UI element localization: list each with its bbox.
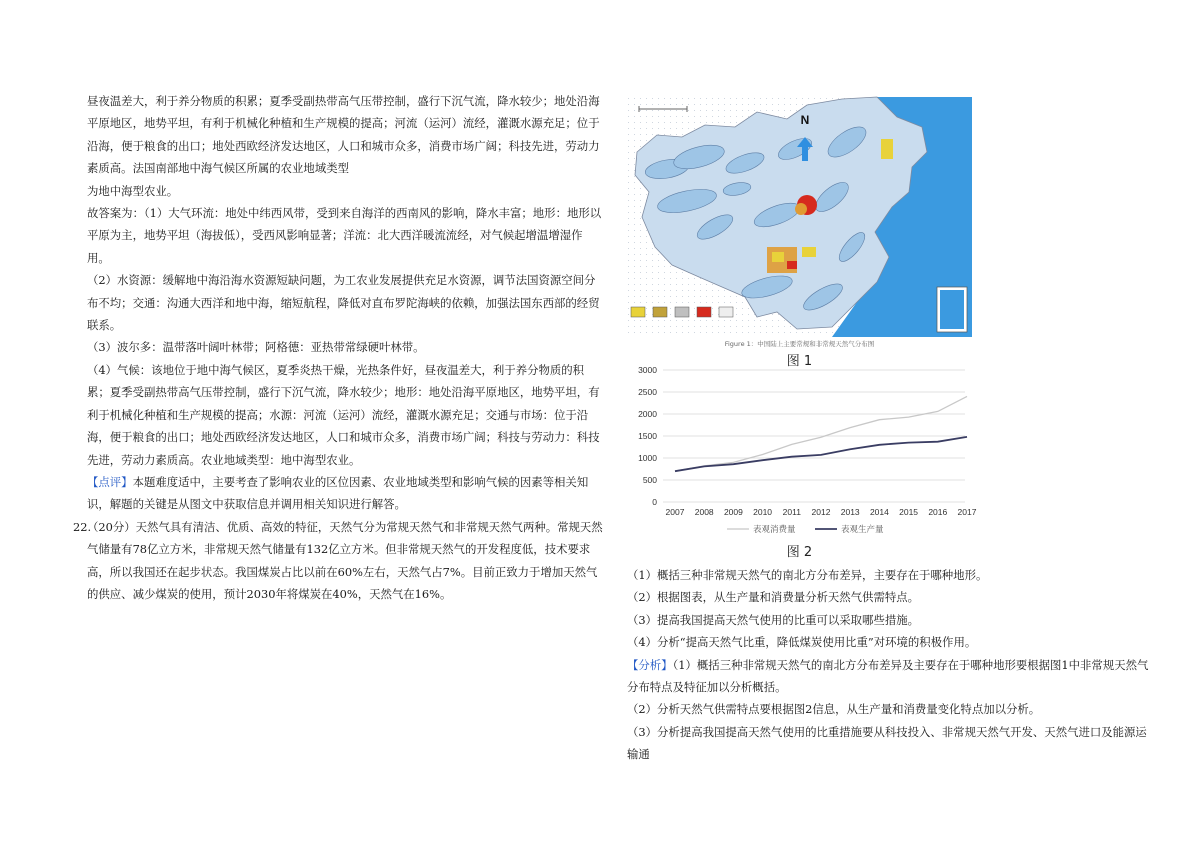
sub-question-4: （4）分析“提高天然气比重，降低煤炭使用比重”对环境的积极作用。 bbox=[627, 635, 977, 650]
legend-label: 表观消费量 bbox=[753, 525, 796, 535]
y-tick-label: 2000 bbox=[638, 409, 657, 419]
x-tick-label: 2011 bbox=[782, 507, 801, 517]
x-tick-label: 2015 bbox=[899, 507, 919, 517]
legend-label: 表观生产量 bbox=[841, 525, 884, 535]
x-tick-label: 2007 bbox=[665, 507, 685, 517]
figure-1-label: 图 1 bbox=[786, 354, 813, 369]
north-label: N bbox=[800, 113, 810, 127]
comment-paragraph bbox=[87, 471, 605, 516]
answer-summary-3: （3）波尔多：温带落叶阔叶林带；阿格德：亚热带常绿硬叶林带。 bbox=[87, 340, 425, 355]
y-tick-label: 500 bbox=[642, 475, 657, 485]
series-line-1 bbox=[675, 396, 967, 471]
y-tick-label: 2500 bbox=[638, 387, 657, 397]
figure-1-caption: Figure 1：中国陆上主要常规和非常规天然气分布图 bbox=[724, 340, 875, 348]
question-22: 22.（20分）天然气具有清洁、优质、高效的特征，天然气分为常规天然气和非常规天然气两种。常规天然气储量有78亿立方米，非常规天然气储量有132亿立方米。但非常规天然气的开发程度低，技术要求高，所以我国还在起步状态。我国煤炭占比以前在60%左右，天然气占7%。目前正致力于增加天然气的供应、减少煤炭的使用，预计2030年将煤炭在40%，天然气在16%。 bbox=[73, 519, 603, 601]
gas-line-chart bbox=[627, 362, 977, 544]
x-tick-label: 2010 bbox=[753, 507, 773, 517]
analysis-1-text: （1）概括三种非常规天然气的南北方分布差异及主要存在于哪种地形要根据图1中非常规天然气分布特点及特征加以分析概括。 bbox=[627, 657, 1149, 695]
figure-2-label: 图 2 bbox=[786, 545, 813, 560]
comment-text: 本题难度适中，主要考查了影响农业的区位因素、农业地域类型和影响气候的因素等相关知识，解题的关键是从图文中获取信息并调用相关知识进行解答。 bbox=[87, 474, 589, 512]
x-tick-label: 2017 bbox=[957, 507, 977, 517]
x-tick-label: 2008 bbox=[694, 507, 714, 517]
sub-question-1: （1）概括三种非常规天然气的南北方分布差异，主要存在于哪种地形。 bbox=[627, 568, 988, 582]
question-22-text: （20分）天然气具有清洁、优质、高效的特征，天然气分为常规天然气和非常规天然气两种。常规天然气储量有78亿立方米，非常规天然气储量有132亿立方米。但非常规天然气的开发程度低，技术要求高，所以我国还在起步状态。我国煤炭占比以前在60%左右，天然气占7%。目前正致力于增加天然气的供应、减少煤炭的使用，预计2030年将煤炭在40%，天然气在16%。 bbox=[87, 519, 603, 601]
sub-question-2: （2）根据图表，从生产量和消费量分析天然气供需特点。 bbox=[627, 590, 920, 605]
x-tick-label: 2016 bbox=[928, 507, 948, 517]
answer-summary-1: 故答案为：（1）大气环流：地处中纬西风带，受到来自海洋的西南风的影响，降水丰富；地形：地形以平原为主，地势平坦（海拔低），受西风影响显著；洋流：北大西洋暖流流经，对气候起增温增湿作用。 bbox=[87, 206, 602, 265]
gas-distribution-map bbox=[627, 97, 972, 337]
x-tick-label: 2014 bbox=[869, 507, 889, 517]
analysis-1 bbox=[627, 654, 1149, 699]
answer-paragraph-2: 为地中海型农业。 bbox=[87, 183, 179, 198]
x-tick-label: 2013 bbox=[840, 507, 860, 517]
y-tick-label: 3000 bbox=[638, 365, 657, 375]
answer-paragraph-1: 昼夜温差大，利于养分物质的积累；夏季受副热带高气压带控制，盛行下沉气流，降水较少；地处沿海平原地区，地势平坦，有利于机械化种植和生产规模的提高；河流（运河）流经，灌溉水源充足；位于沿海，便于粮食的出口；地处西欧经济发达地区，人口和城市众多，消费市场广阔；科技先进，劳动力素质高。法国南部地中海气候区所属的农业地域类型 bbox=[87, 94, 600, 176]
y-tick-label: 1500 bbox=[638, 431, 657, 441]
left-column bbox=[73, 90, 605, 605]
comment-tag: 【点评】 bbox=[87, 474, 133, 489]
series-line-2 bbox=[675, 437, 967, 471]
x-tick-label: 2012 bbox=[811, 507, 831, 517]
answer-summary-2: （2）水资源：缓解地中海沿海水资源短缺问题，为工农业发展提供充足水资源，调节法国资源空间分布不均；交通：沟通大西洋和地中海，缩短航程，降低对直布罗陀海峡的依赖，加强法国东西部的经贸联系。 bbox=[87, 273, 600, 333]
analysis-tag: 【分析】 bbox=[627, 657, 673, 672]
analysis-2: （2）分析天然气供需特点要根据图2信息，从生产量和消费量变化特点加以分析。 bbox=[627, 702, 1041, 717]
y-tick-label: 1000 bbox=[638, 453, 657, 463]
x-tick-label: 2009 bbox=[723, 507, 743, 517]
analysis-3: （3）分析提高我国提高天然气使用的比重措施要从科技投入、非常规天然气开发、天然气进口及能源运输通 bbox=[627, 724, 1147, 762]
right-column bbox=[627, 564, 1149, 766]
sub-question-3: （3）提高我国提高天然气使用的比重可以采取哪些措施。 bbox=[627, 612, 920, 627]
y-tick-label: 0 bbox=[652, 497, 657, 507]
answer-summary-4: （4）气候：该地位于地中海气候区，夏季炎热干燥，光热条件好，昼夜温差大，利于养分物质的积累；夏季受副热带高气压带控制，盛行下沉气流，降水较少；地形：地处沿海平原地区，地势平坦，有利于机械化种植和生产规模的提高；水源：河流（运河）流经，灌溉水源充足；交通与市场：位于沿海，便于粮食的出口；地处西欧经济发达地区，人口和城市众多，消费市场广阔；科技与劳动力：科技先进，劳动力素质高。农业地域类型：地中海型农业。 bbox=[87, 362, 600, 467]
